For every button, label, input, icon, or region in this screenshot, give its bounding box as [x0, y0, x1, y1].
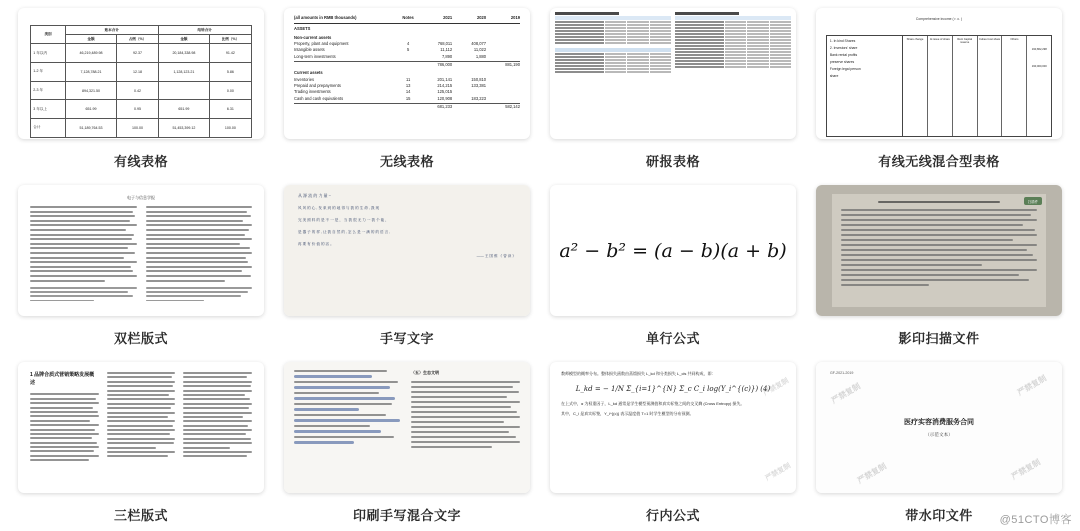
- gallery-cell[interactable]: [540, 183, 806, 360]
- th-amount-2: 金额: [158, 35, 209, 44]
- cell: 408,077: [471, 41, 487, 47]
- th-pct-2: 比例（%）: [210, 35, 252, 44]
- cell: 201,141: [437, 76, 453, 82]
- gallery-cell[interactable]: [8, 360, 274, 531]
- thumbnail-caption: 带水印文件: [905, 508, 973, 523]
- cell: 1,128,123.21: [158, 62, 209, 81]
- cell: Long-term investments: [294, 53, 336, 59]
- gallery-cell[interactable]: [274, 6, 540, 183]
- cell: 1-2 年: [31, 62, 66, 81]
- thumbnail-caption: 行内公式: [645, 508, 700, 523]
- row-label: 1. In kind Shares: [829, 39, 856, 44]
- cell: 11,112: [440, 47, 453, 53]
- col-values: [1027, 36, 1051, 136]
- gallery-cell[interactable]: [274, 183, 540, 360]
- cell: [486, 96, 520, 102]
- doc-title: 医疗实容消费服务合同: [904, 419, 974, 426]
- table-row: [31, 100, 251, 119]
- watermark-text: 严禁复制: [762, 377, 791, 398]
- cell: 13: [405, 83, 411, 89]
- thumbnail-inline-formula[interactable]: [550, 362, 796, 493]
- watermark-text: 严禁复制: [764, 462, 793, 483]
- fin-col-2021: 2021: [443, 15, 453, 20]
- thumbnail-scanned-doc[interactable]: [816, 185, 1062, 316]
- cell: 7,890: [441, 53, 453, 59]
- inl-equation: L_kd = − 1/N Σ_{i=1}^{N} Σ_c C_i log(Y_i^{(c)}) (4): [575, 384, 771, 393]
- gallery-cell[interactable]: [274, 360, 540, 531]
- thumbnail-two-column-doc[interactable]: [18, 185, 264, 316]
- fin-section-2: Current assets: [294, 70, 323, 76]
- table-row: [31, 62, 251, 81]
- cell: 133,381: [471, 83, 487, 89]
- table-row: [31, 81, 251, 100]
- cell: 768,011: [437, 41, 453, 47]
- cell: 46,219,489.98: [65, 44, 116, 63]
- thumbnail-caption: 三栏版式: [113, 508, 168, 523]
- thumbnail-borderless-table[interactable]: [284, 8, 530, 139]
- cell: Cash and cash equivalents: [294, 95, 344, 101]
- col-header: At issue of share: [928, 36, 953, 136]
- mixed-table-columns: [903, 36, 1051, 136]
- scan-stamp: 扫描件: [1024, 197, 1042, 205]
- fin-section: ASSETS: [294, 26, 311, 32]
- mixed-handwriting-preview: [284, 362, 530, 493]
- cell: 3 年以上: [31, 100, 66, 119]
- cell: [398, 54, 418, 60]
- thumbnail-caption: 手写文字: [379, 331, 434, 346]
- fin-col-notes: Notes: [402, 15, 414, 20]
- mixed-table-preview: [826, 35, 1052, 137]
- gallery-cell[interactable]: [806, 360, 1072, 531]
- three-column-preview: [18, 362, 264, 493]
- mixhw-column-left: [294, 370, 403, 485]
- gallery-cell[interactable]: [8, 6, 274, 183]
- cell: [452, 62, 486, 68]
- col-header: Others: [1002, 36, 1027, 136]
- col-header: Share change: [903, 36, 928, 136]
- cell: 894,321.50: [65, 81, 116, 100]
- th-pct-1: 占例（%）: [117, 35, 158, 44]
- borderless-table-preview: [284, 8, 530, 139]
- thumbnail-handwriting[interactable]: [284, 185, 530, 316]
- row-label: Foreign legal person: [829, 67, 861, 72]
- hw-line: 再 要 有 价 值 的 活 。: [298, 242, 334, 246]
- thumbnail-caption: 单行公式: [645, 331, 700, 346]
- formula-text: a² − b² = (a − b)(a + b): [559, 239, 787, 262]
- gallery-cell[interactable]: [806, 183, 1072, 360]
- cell: 681,233: [437, 104, 453, 110]
- value: 190,862,298: [1031, 48, 1047, 52]
- hw-signature: —— 王 国 维 《 曾 读 》: [476, 254, 516, 258]
- thumbnail-caption: 有线表格: [113, 154, 168, 169]
- inl-paragraph: 其中，C_i 是真实标签，Y_i^{(c)} 表示温度值 T=1 时学生模型的分布预测。: [561, 410, 694, 416]
- doc-column-3: [183, 372, 252, 483]
- mixed-table-title: Comprehensive income ( r. c. ): [915, 17, 963, 21]
- cell: 0.42: [117, 81, 158, 100]
- cell: [486, 54, 520, 60]
- cell: Trading investments: [294, 89, 331, 95]
- value: 190,000,000: [1031, 65, 1047, 69]
- hw-line: 是 器 子 的 样 , 让 我 自 然 的 , 怎 么 是 一 满 的 的 语 言 ,: [298, 230, 391, 234]
- cell: 1 年以内: [31, 44, 66, 63]
- thumbnail-watermarked-doc[interactable]: [816, 362, 1062, 493]
- col-header: Rent Capital reserve: [953, 36, 978, 136]
- thumbnail-bordered-table[interactable]: [18, 8, 264, 139]
- thumbnail-caption: 影印扫描文件: [898, 331, 980, 346]
- thumbnail-mixed-table[interactable]: [816, 8, 1062, 139]
- row-label: preserve shares: [829, 60, 855, 65]
- cell: 14: [405, 89, 411, 95]
- gallery-cell[interactable]: [8, 183, 274, 360]
- cell: 582,142: [505, 104, 520, 110]
- inl-paragraph: 教师模型的概率分布。整体损失函数由蒸馏损失 L_kd 和分类损失 L_cls 共同构成，即：: [561, 371, 716, 376]
- doc-header: 电子与信息学报: [127, 195, 155, 200]
- watermark-text: 严禁复制: [829, 381, 863, 406]
- mixhw-column-right: [411, 370, 520, 485]
- doc-column-left: [30, 206, 137, 301]
- thumbnail-print-handwriting-mixed[interactable]: [284, 362, 530, 493]
- thumbnail-caption: 无线表格: [379, 154, 434, 169]
- watermark-text: 严禁复制: [1015, 373, 1049, 398]
- doc-subtitle: （示范文本）: [925, 432, 953, 437]
- cell: 125,015: [437, 89, 453, 95]
- th-carry-total: 结转合计: [158, 26, 251, 35]
- doc-column-right: [146, 206, 253, 301]
- gallery-cell[interactable]: [806, 6, 1072, 183]
- scanned-preview: [816, 185, 1062, 316]
- cell: 651.99: [65, 100, 116, 119]
- cell: 51,189,764.53: [65, 119, 116, 138]
- doc-title: 1 品牌合质式营销策略发展概述: [30, 372, 95, 386]
- thumbnail-caption: 双栏版式: [113, 331, 168, 346]
- mixhw-heading: （五）生态文明: [411, 370, 439, 375]
- handwriting-preview: [284, 185, 530, 316]
- table-row: [31, 44, 251, 63]
- thumbnail-caption: 研报表格: [645, 154, 700, 169]
- thumbnail-three-column-doc[interactable]: [18, 362, 264, 493]
- thumbnail-caption: 有线无线混合型表格: [878, 154, 1000, 169]
- fin-col-2020: 2020: [476, 15, 487, 20]
- watermark-text: 严禁复制: [1009, 457, 1043, 482]
- cell: 100.00: [210, 119, 252, 138]
- cell: 7,128,788.21: [65, 62, 116, 81]
- cell: 0.95: [117, 100, 158, 119]
- col-header: Cubes trust share: [978, 36, 1003, 136]
- cell: Intangible assets: [294, 47, 325, 53]
- cell: 786,000: [437, 62, 453, 68]
- cell: [294, 62, 398, 68]
- fin-title: (all amounts in RMB thousands): [294, 15, 357, 20]
- gallery-cell[interactable]: [540, 6, 806, 183]
- cell: 881,190: [505, 62, 520, 68]
- cell: 4: [406, 41, 410, 47]
- gallery-cell[interactable]: [540, 360, 806, 531]
- thumbnail-caption: 印刷手写混合文字: [352, 508, 461, 523]
- fin-subsection: Non-current assets: [294, 34, 332, 40]
- cell: 合计: [31, 119, 66, 138]
- cell: 6.31: [210, 100, 252, 119]
- cell: 51,453,399.12: [158, 119, 209, 138]
- cell: 91.42: [210, 44, 252, 63]
- row-label: 2. Investors' share: [829, 46, 858, 51]
- cell: 651.99: [158, 100, 209, 119]
- cell: 120,908: [437, 95, 453, 101]
- th-category: 类别: [31, 26, 66, 44]
- cell: 5: [406, 47, 410, 53]
- cell: Property, plant and equipment: [294, 41, 349, 47]
- cell: 2-3 年: [31, 81, 66, 100]
- fin-col-2019: 2019: [510, 15, 520, 20]
- inl-paragraph: 在上式中，α 为权重因子，L_kd 通常是学生模型预测值和真实标签之间的交叉熵 (Cross Entropy) 损失。: [561, 400, 745, 406]
- doc-column-1: [30, 372, 99, 483]
- cell: 5.86: [210, 62, 252, 81]
- research-table-preview: [550, 8, 796, 139]
- thumbnail-research-table[interactable]: [550, 8, 796, 139]
- thumbnail-formula[interactable]: [550, 185, 796, 316]
- cell: 11,022: [473, 47, 487, 53]
- watermarked-preview: [816, 362, 1062, 493]
- cell: Prepaid and prepayments: [294, 83, 341, 89]
- cell: [398, 104, 418, 110]
- row-label: Bank rental profits: [829, 53, 858, 58]
- row-label: share: [829, 74, 839, 79]
- watermark-text: 严禁复制: [855, 461, 889, 486]
- cell: 15: [405, 95, 411, 101]
- site-watermark: @51CTO博客: [999, 514, 1072, 526]
- inline-formula-preview: [550, 362, 796, 493]
- cell: 183,223: [471, 95, 487, 101]
- cell: 1,880: [475, 53, 487, 59]
- th-amount-1: 金额: [65, 35, 116, 44]
- cell: 214,215: [437, 83, 453, 89]
- mixed-table-rowlabels: [827, 36, 903, 136]
- doc-column-2: [107, 372, 176, 483]
- cell: 20,184,338.98: [158, 44, 209, 63]
- hw-line: 风 风 的 心 , 发 象 到 的 地 得 与 我 的 生 命 , 我 现: [298, 206, 380, 210]
- hw-line: 完 美 照 料 的 是 不 一 是 ， 当 我 很 无 力 一 我 个 能 ，: [298, 218, 389, 222]
- research-col-left: [555, 12, 671, 135]
- cell: 100.00: [117, 119, 158, 138]
- table-row-total: [31, 119, 251, 138]
- doc-code: GF-2021-2019: [830, 371, 854, 375]
- cell: 12.18: [117, 62, 158, 81]
- cell: Inventories: [294, 76, 315, 82]
- cell: [294, 104, 398, 110]
- cell: [158, 81, 209, 100]
- cell: [398, 62, 418, 68]
- research-col-right: [675, 12, 791, 135]
- hw-line: 从 源 流 的 力 量 ~: [298, 193, 332, 198]
- cell: 92.37: [117, 44, 158, 63]
- cell: 0.00: [210, 81, 252, 100]
- th-book-total: 账本合计: [65, 26, 158, 35]
- cell: 11: [405, 76, 411, 82]
- bordered-table-preview: [30, 25, 251, 138]
- two-column-preview: [18, 185, 264, 316]
- cell: 150,810: [471, 76, 487, 82]
- cell: [452, 104, 486, 110]
